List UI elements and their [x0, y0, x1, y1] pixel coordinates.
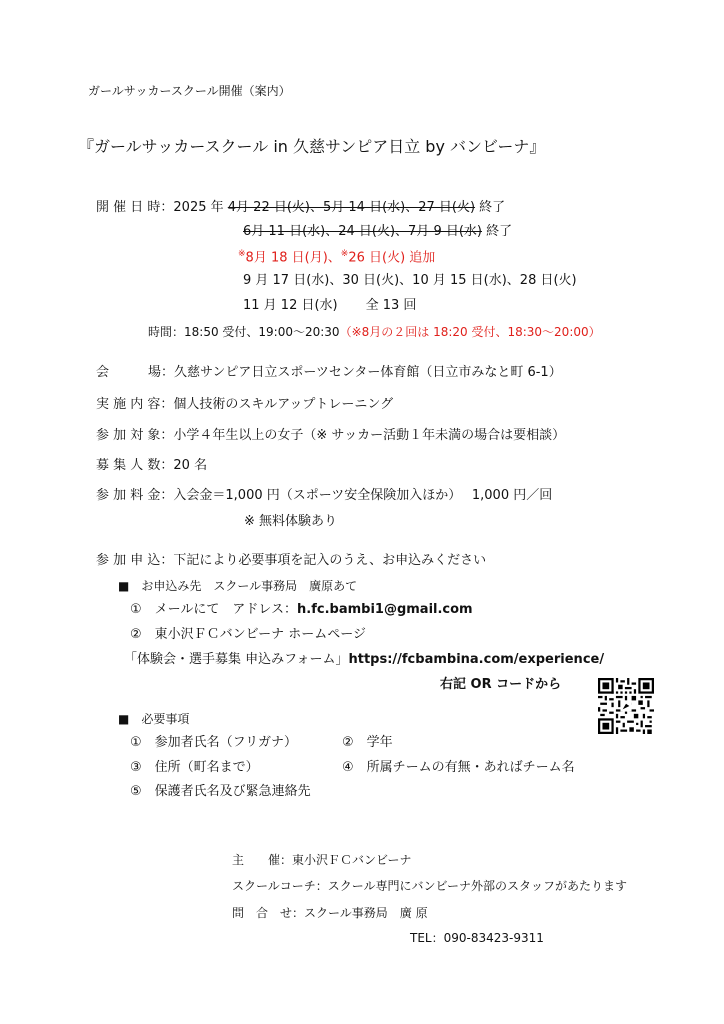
- inquiry-label: 問 合 せ：: [232, 906, 305, 920]
- fee-note: ※ 無料体験あり: [244, 514, 338, 529]
- homepage-row: ② 東小沢ＦＣバンビーナ ホームページ: [130, 627, 367, 642]
- application-row: [96, 552, 486, 569]
- tel-number[interactable]: TEL：090-83423-9311: [410, 931, 544, 945]
- form-row: [124, 651, 604, 668]
- email-row: [130, 601, 473, 618]
- target-value: 小学４年生以上の女子（※ サッカー活動１年未満の場合は要相談）: [173, 428, 566, 443]
- host-row: [232, 852, 412, 868]
- fee-row: [96, 487, 552, 504]
- added-date-2: 26 日(火): [348, 250, 406, 266]
- schedule-total: 全 13 回: [365, 298, 417, 313]
- document-subtitle: ガールサッカースクール開催（案内）: [88, 84, 291, 98]
- cancelled-dates-2: 6月 11 日(水)、24 日(火)、7月 9 日(水): [243, 224, 482, 239]
- fee-value: 入会金＝1,000 円（スポーツ安全保険加入ほか） 1,000 円／回: [173, 488, 553, 503]
- coach-value: スクール専門にバンビーナ外部のスタッフがあたります: [327, 879, 628, 893]
- venue-value: 久慈サンピア日立スポーツセンター体育館（日立市みなと町 6-1）: [174, 365, 562, 380]
- time-text: 時間：18:50 受付、19:00～20:30: [148, 325, 340, 339]
- host-value: 東小沢ＦＣバンビーナ: [292, 853, 412, 867]
- schedule-last-date: 11 月 12 日(水): [243, 298, 338, 313]
- status-ended-2: 終了: [486, 224, 513, 239]
- inquiry-row: [232, 905, 428, 921]
- required-item-5: ⑤ 保護者氏名及び緊急連絡先: [130, 784, 311, 799]
- required-item-3: ③ 住所（町名まで）: [130, 760, 259, 775]
- form-url-link[interactable]: https://fcbambina.com/experience/: [348, 652, 605, 667]
- inquiry-value: スクール事務局 廣 原: [304, 906, 428, 920]
- capacity-row: [96, 457, 207, 474]
- document-title: 『ガールサッカースクール in 久慈サンピア日立 by バンビーナ』: [78, 137, 546, 156]
- fee-label: 参 加 料 金：: [96, 488, 174, 503]
- venue-row: [96, 364, 562, 381]
- content-row: [96, 396, 393, 413]
- qr-code-icon[interactable]: [598, 678, 654, 734]
- required-item-1: ① 参加者氏名（フリガナ）: [130, 735, 298, 750]
- email-label: ① メールにて アドレス：: [130, 602, 298, 617]
- time-note: （※8月の２回は 18:20 受付、18:30～20:00）: [339, 325, 601, 339]
- content-value: 個人技術のスキルアップトレーニング: [173, 397, 394, 412]
- content-label: 実 施 内 容：: [96, 397, 174, 412]
- schedule-time: [148, 324, 601, 340]
- note-mark-2: ※: [340, 249, 349, 259]
- venue-label: 会 場：: [96, 365, 175, 380]
- target-row: [96, 427, 565, 444]
- schedule-row-4: 9 月 17 日(水)、30 日(火)、10 月 15 日(水)、28 日(火): [243, 273, 577, 288]
- note-mark-1: ※: [238, 249, 246, 259]
- schedule-label: 開 催 日 時：: [96, 200, 174, 215]
- target-label: 参 加 対 象：: [96, 428, 174, 443]
- status-ended-1: 終了: [479, 200, 506, 215]
- form-label: 「体験会・選手募集 申込みフォーム」: [124, 652, 349, 667]
- application-intro: 下記により必要事項を記入のうえ、お申込みください: [173, 553, 487, 568]
- capacity-label: 募 集 人 数：: [96, 458, 174, 473]
- required-item-2: ② 学年: [342, 735, 393, 750]
- contact-heading: ■ お申込み先 スクール事務局 廣原あて: [118, 579, 358, 593]
- schedule-year: 2025 年: [173, 200, 224, 215]
- schedule-row-5: [243, 297, 416, 314]
- capacity-value: 20 名: [173, 458, 208, 473]
- schedule-row-3: [238, 246, 435, 266]
- schedule-row-2: [243, 223, 512, 240]
- cancelled-dates-1: 4月 22 日(火)、5月 14 日(水)、27 日(火): [227, 200, 476, 215]
- email-address[interactable]: h.fc.bambi1@gmail.com: [297, 602, 473, 617]
- added-date-1: 8月 18 日(月)、: [245, 250, 341, 266]
- coach-label: スクールコーチ：: [232, 879, 328, 893]
- host-label: 主 催：: [232, 853, 293, 867]
- required-heading: ■ 必要事項: [118, 712, 190, 726]
- schedule-row-1: [96, 199, 505, 216]
- coach-row: [232, 878, 627, 894]
- qr-note: 右記 OR コードから: [440, 677, 562, 692]
- status-added: 追加: [409, 250, 436, 266]
- application-label: 参 加 申 込：: [96, 553, 174, 568]
- required-item-4: ④ 所属チームの有無・あればチーム名: [342, 760, 575, 775]
